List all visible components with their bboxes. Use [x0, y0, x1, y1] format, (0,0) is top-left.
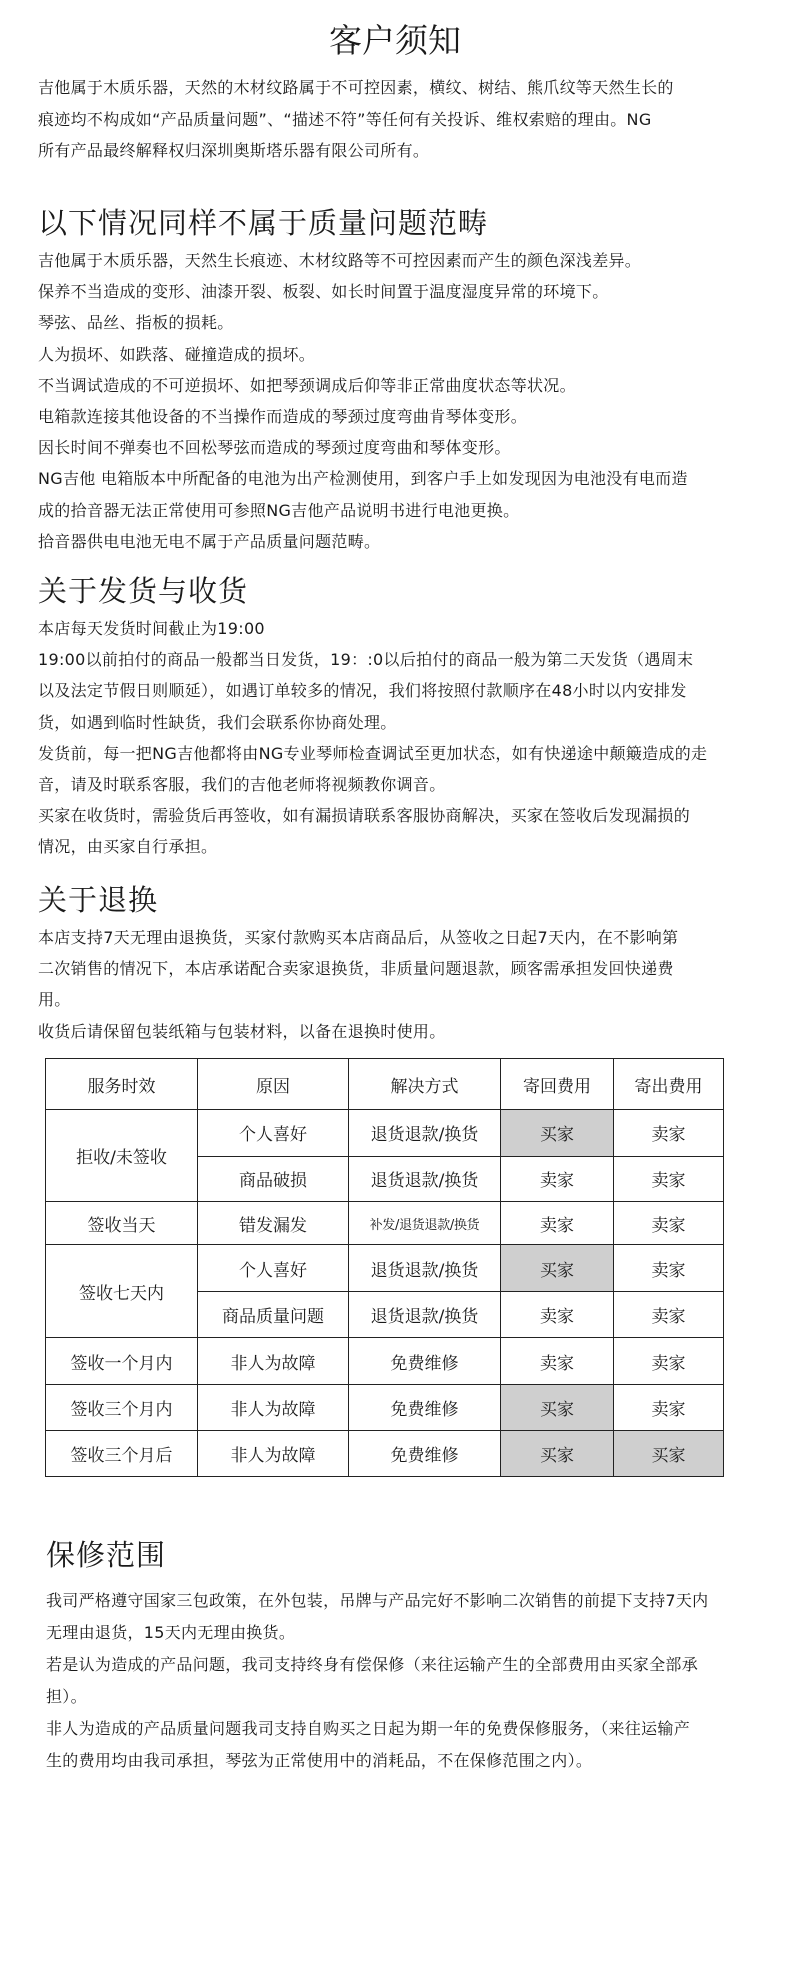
return-fee-cell: 卖家: [501, 1291, 614, 1338]
period-cell: 签收一个月内: [46, 1338, 198, 1385]
ship-fee-cell: 卖家: [614, 1201, 724, 1244]
reason-cell: 非人为故障: [198, 1384, 349, 1431]
ship-fee-cell: 卖家: [614, 1338, 724, 1385]
shipping-line: 以及法定节假日则顺延），如遇订单较多的情况，我们将按照付款顺序在48小时以内安排发: [38, 681, 687, 701]
returns-heading: 关于退换: [38, 883, 159, 917]
period-cell: 签收三个月内: [46, 1384, 198, 1431]
warranty-section: [38, 1533, 768, 1777]
return-fee-cell: 买家: [501, 1245, 614, 1292]
quality-line: NG吉他 电箱版本中所配备的电池为出产检测使用，到客户手上如发现因为电池没有电而造: [38, 469, 688, 489]
returns-section: [38, 878, 768, 1047]
page-title: 客户须知: [329, 21, 461, 60]
intro-line: 吉他属于木质乐器，天然的木材纹路属于不可控因素，横纹、树结、熊爪纹等天然生长的: [38, 78, 674, 97]
header-ship-fee: 寄出费用: [614, 1059, 724, 1110]
table-row: [46, 1245, 724, 1292]
ship-fee-cell: 卖家: [614, 1291, 724, 1338]
return-fee-cell: 买家: [501, 1431, 614, 1477]
solution-cell: 退货退款/换货: [349, 1156, 501, 1201]
solution-cell: 免费维修: [349, 1431, 501, 1477]
quality-line: 保养不当造成的变形、油漆开裂、板裂、如长时间置于温度湿度异常的环境下。: [38, 282, 609, 302]
shipping-line: 情况，由买家自行承担。: [38, 837, 218, 857]
return-fee-cell: 买家: [501, 1110, 614, 1157]
header-period: 服务时效: [46, 1059, 198, 1110]
period-cell: 签收当天: [46, 1201, 198, 1244]
table-row: [46, 1431, 724, 1477]
solution-cell: 免费维修: [349, 1338, 501, 1385]
reason-cell: 商品破损: [198, 1156, 349, 1201]
return-fee-cell: 买家: [501, 1384, 614, 1431]
header-return-fee: 寄回费用: [501, 1059, 614, 1110]
warranty-line: 生的费用均由我司承担，琴弦为正常使用中的消耗品，不在保修范围之内）。: [46, 1751, 593, 1770]
warranty-line: 无理由退货，15天内无理由换货。: [46, 1623, 296, 1642]
shipping-line: 本店每天发货时间截止为19:00: [38, 619, 265, 638]
quality-line: 不当调试造成的不可逆损坏、如把琴颈调成后仰等非正常曲度状态等状况。: [38, 375, 576, 395]
warranty-line: 非人为造成的产品质量问题我司支持自购买之日起为期一年的免费保修服务，（来往运输产: [46, 1719, 691, 1738]
quality-line: 人为损坏、如跌落、碰撞造成的损坏。: [38, 344, 316, 364]
warranty-heading: 保修范围: [46, 1538, 167, 1572]
returns-line: 二次销售的情况下，本店承诺配合卖家退换货，非质量问题退款，顾客需承担发回快递费: [38, 959, 674, 979]
ship-fee-cell: 卖家: [614, 1156, 724, 1201]
period-cell: 签收三个月后: [46, 1431, 198, 1477]
ship-fee-cell: 买家: [614, 1431, 724, 1477]
shipping-line: 买家在收货时，需验货后再签收，如有漏损请联系客服协商解决，买家在签收后发现漏损的: [38, 806, 691, 826]
solution-cell: 退货退款/换货: [349, 1245, 501, 1292]
table-row: [46, 1338, 724, 1385]
shipping-line: 音，请及时联系客服，我们的吉他老师将视频教你调音。: [38, 775, 446, 795]
returns-line: 用。: [38, 990, 71, 1010]
return-fee-cell: 卖家: [501, 1201, 614, 1244]
reason-cell: 商品质量问题: [198, 1291, 349, 1338]
quality-line: 成的拾音器无法正常使用可参照NG吉他产品说明书进行电池更换。: [38, 500, 520, 520]
shipping-line: 货，如遇到临时性缺货，我们会联系你协商处理。: [38, 712, 397, 732]
ship-fee-cell: 卖家: [614, 1245, 724, 1292]
return-fee-cell: 卖家: [501, 1156, 614, 1201]
quality-line: 因长时间不弹奏也不回松琴弦而造成的琴颈过度弯曲和琴体变形。: [38, 438, 511, 458]
shipping-heading: 关于发货与收货: [38, 574, 249, 608]
intro-line: 所有产品最终解释权归深圳奥斯塔乐器有限公司所有。: [38, 141, 430, 160]
intro-section: [38, 72, 758, 167]
shipping-line: 19:00以前拍付的商品一般都当日发货，19：:0以后拍付的商品一般为第二天发货（遇周末: [38, 650, 694, 670]
reason-cell: 个人喜好: [198, 1245, 349, 1292]
returns-line: 收货后请保留包装纸箱与包装材料，以备在退换时使用。: [38, 1021, 446, 1041]
returns-line: 本店支持7天无理由退换货，买家付款购买本店商品后，从签收之日起7天内，在不影响第: [38, 928, 679, 947]
intro-line: 痕迹均不构成如“产品质量问题”、“描述不符”等任何有关投诉、维权索赔的理由。NG: [38, 109, 652, 129]
quality-line: 拾音器供电电池无电不属于产品质量问题范畴。: [38, 531, 381, 551]
warranty-line: 若是认为造成的产品问题，我司支持终身有偿保修（来往运输产生的全部费用由买家全部承: [46, 1655, 699, 1674]
solution-cell: 退货退款/换货: [349, 1110, 501, 1157]
reason-cell: 非人为故障: [198, 1338, 349, 1385]
solution-cell: 免费维修: [349, 1384, 501, 1431]
reason-cell: 错发漏发: [198, 1201, 349, 1244]
ship-fee-cell: 卖家: [614, 1384, 724, 1431]
warranty-line: 担）。: [46, 1687, 87, 1706]
reason-cell: 个人喜好: [198, 1110, 349, 1157]
table-row: [46, 1201, 724, 1244]
return-fee-cell: 卖家: [501, 1338, 614, 1385]
table-header-row: [46, 1059, 724, 1110]
table-row: [46, 1384, 724, 1431]
quality-exclusions-section: [38, 201, 768, 557]
service-policy-table: [45, 1058, 724, 1477]
table-row: [46, 1110, 724, 1157]
header-solution: 解决方式: [349, 1059, 501, 1110]
solution-cell: 退货退款/换货: [349, 1291, 501, 1338]
solution-cell: 补发/退货退款/换货: [349, 1201, 501, 1244]
header-reason: 原因: [198, 1059, 349, 1110]
reason-cell: 非人为故障: [198, 1431, 349, 1477]
quality-line: 琴弦、品丝、指板的损耗。: [38, 313, 234, 333]
ship-fee-cell: 卖家: [614, 1110, 724, 1157]
shipping-section: [38, 569, 768, 863]
quality-line: 电箱款连接其他设备的不当操作而造成的琴颈过度弯曲肯琴体变形。: [38, 407, 528, 427]
period-cell: 签收七天内: [46, 1245, 198, 1338]
warranty-line: 我司严格遵守国家三包政策，在外包装，吊牌与产品完好不影响二次销售的前提下支持7天内: [46, 1591, 709, 1610]
shipping-line: 发货前，每一把NG吉他都将由NG专业琴师检查调试至更加状态，如有快递途中颠簸造成的走: [38, 743, 708, 763]
quality-heading: 以下情况同样不属于质量问题范畴: [38, 206, 489, 240]
period-cell: 拒收/未签收: [46, 1110, 198, 1202]
quality-line: 吉他属于木质乐器，天然生长痕迹、木材纹路等不可控因素而产生的颜色深浅差异。: [38, 251, 642, 270]
